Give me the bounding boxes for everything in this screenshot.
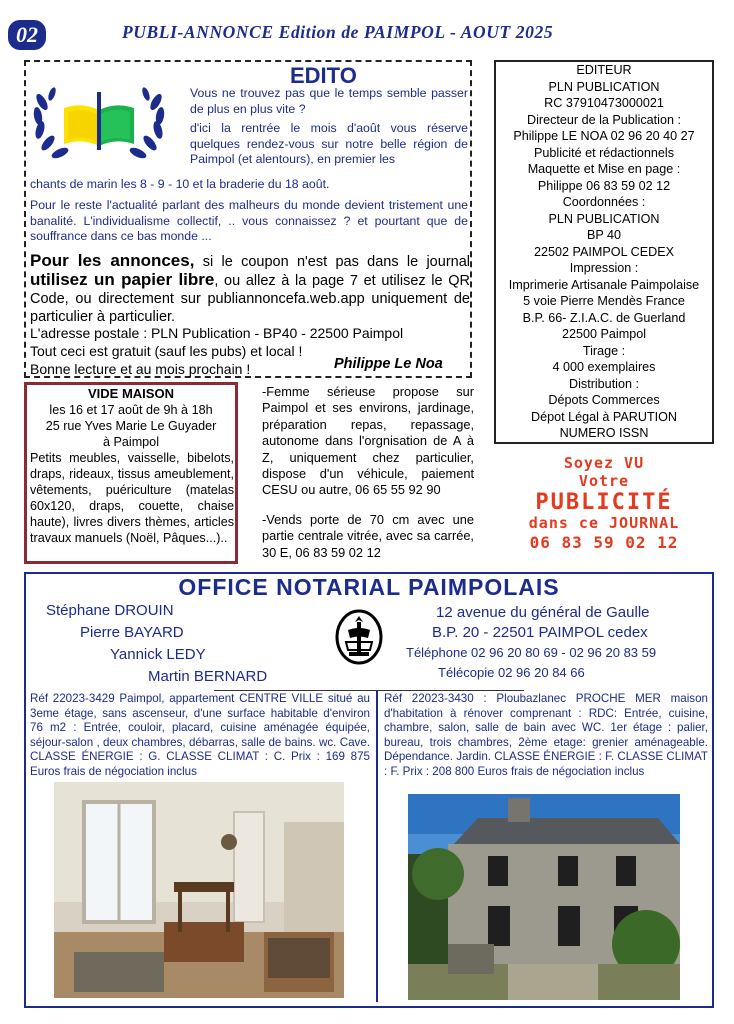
- editeur-line: PLN PUBLICATION: [548, 79, 660, 94]
- notary-seal-icon: [334, 608, 384, 666]
- stone-house-photo: [408, 794, 680, 1000]
- editeur-line: NUMERO ISSN: [559, 426, 649, 440]
- vide-maison-title: VIDE MAISON: [88, 386, 174, 401]
- edito-title: EDITO: [290, 63, 357, 88]
- annonces-text-1: si le coupon n'est pas dans le journal: [194, 254, 470, 270]
- editeur-line: EDITEUR: [576, 63, 632, 77]
- classified-ad-1: -Femme sérieuse propose sur Paimpol et ses environs, jardinage, préparation repas, repassage, autonome dans l'orgnisation de A à Z, uniquement chez particulier, dispose d'un véhicule, paiement CESU ou autre, 06 65 55 92 90: [262, 384, 474, 498]
- office-divider: [214, 690, 524, 691]
- editeur-info: [494, 62, 714, 442]
- annonces-instructions: [30, 252, 470, 326]
- postal-address: L'adresse postale : PLN Publication - BP40 - 22500 Paimpol: [30, 325, 404, 341]
- annonces-text-2: , ou allez à la page 7 et utilisez le QR Code, ou directement sur publiannoncefa.web.app uniquement de particulier à particulier.: [30, 273, 470, 325]
- closing-line: Bonne lecture et au mois prochain !: [30, 361, 251, 377]
- laurel-book-logo: [28, 72, 170, 164]
- editeur-line: Impression :: [569, 261, 639, 275]
- property-listing-1: Réf 22023-3429 Paimpol, appartement CENTRE VILLE situé au 3eme étage, sans ascenseur, d'une surface habitable d'environ 76 m2 : Entrée, couloir, placard, cuisine aménagée équipée, séjour-salon , deux chambres, débarras, salle de bains. wc. Cave. CLASSE ÉNERGIE : G. CLASSE CLIMAT : C. Prix : 169 875 Euros frais de négociation inclus: [30, 692, 370, 778]
- notary-name: Stéphane DROUIN: [46, 602, 174, 619]
- promo-line-4: dans ce JOURNAL: [528, 514, 680, 532]
- property-listing-2: Réf 22023-3430 : Ploubazlanec PROCHE MER maison d'habitation à rénover comprenant : RDC: Entrée, cuisine, chambre, salon, salle de bain avec WC. 1er étage : palier, bureau, trois chambres, 2ème etage: grenier aménageable. Dépendance. Jardin. CLASSE ÉNERGIE : F. CLASSE CLIMAT : F. Prix : 208 800 Euros frais de négociation inclus: [384, 692, 708, 778]
- office-address: 12 avenue du général de Gaulle: [436, 604, 650, 621]
- editeur-line: B.P. 66- Z.I.A.C. de Guerland: [522, 310, 686, 325]
- office-fax: Télécopie 02 96 20 84 66: [438, 665, 585, 680]
- notary-name: Martin BERNARD: [148, 668, 268, 685]
- promo-line-3: PUBLICITÉ: [535, 490, 673, 515]
- promo-line-2: Votre: [578, 472, 630, 490]
- editeur-line: 4 000 exemplaires: [552, 360, 656, 374]
- editeur-line: Dépot Légal à PARUTION: [530, 409, 678, 424]
- editeur-line: RC 37910473000021: [544, 96, 664, 110]
- notary-name: Yannick LEDY: [110, 646, 206, 663]
- listing-divider: [376, 690, 378, 1002]
- office-phone: Téléphone 02 96 20 80 69 - 02 96 20 83 59: [406, 645, 657, 660]
- edito-paragraph-1: Vous ne trouvez pas que le temps semble passer de plus en plus vite ?: [190, 86, 468, 116]
- vide-maison-dates: les 16 et 17 août de 9h à 18h: [49, 403, 213, 417]
- edito-paragraph-2-continued: chants de marin les 8 - 9 - 10 et la braderie du 18 août.: [30, 177, 330, 191]
- vide-maison-address: 25 rue Yves Marie Le Guyader: [45, 419, 217, 433]
- notary-name: Pierre BAYARD: [80, 624, 184, 641]
- signature: Philippe Le Noa: [334, 356, 443, 372]
- editeur-line: Philippe LE NOA 02 96 20 40 27: [513, 129, 695, 143]
- editeur-line: Dépots Commerces: [548, 393, 660, 407]
- editeur-line: 22502 PAIMPOL CEDEX: [534, 244, 674, 259]
- annonces-bold: utilisez un papier libre: [30, 270, 215, 289]
- office-title: OFFICE NOTARIAL PAIMPOLAIS: [178, 574, 560, 600]
- editeur-line: Distribution :: [569, 376, 639, 391]
- editeur-line: 5 voie Pierre Mendès France: [523, 294, 685, 308]
- page-header-title: PUBLI-ANNONCE Edition de PAIMPOL - AOUT 2025: [122, 22, 554, 42]
- apartment-living-room-photo: [54, 782, 344, 998]
- editeur-line: Imprimerie Artisanale Paimpolaise: [508, 277, 700, 292]
- editeur-line: 22500 Paimpol: [561, 327, 647, 341]
- editeur-line: Directeur de la Publication :: [526, 112, 681, 127]
- classified-ad-2: -Vends porte de 70 cm avec une partie centrale vitrée, avec sa carrée, 30 E, 06 83 59 02 12: [262, 512, 474, 560]
- vide-maison-details: [28, 402, 234, 450]
- free-notice: Tout ceci est gratuit (sauf les pubs) et local !: [30, 343, 303, 359]
- vide-maison-city: à Paimpol: [102, 435, 159, 449]
- promo-phone: 06 83 59 02 12: [529, 533, 679, 552]
- promo-line-1: Soyez VU: [563, 454, 645, 472]
- editeur-line: Philippe 06 83 59 02 12: [537, 178, 671, 193]
- edito-paragraph-2: d'ici la rentrée le mois d'août vous réserve quelques rendez-vous sur notre belle région de Paimpol (et alentours), en premier les: [190, 121, 468, 166]
- editeur-line: Maquette et Mise en page :: [527, 162, 681, 176]
- editeur-line: BP 40: [586, 228, 622, 242]
- editeur-line: PLN PUBLICATION: [548, 211, 660, 226]
- edito-paragraph-3: Pour le reste l'actualité parlant des malheurs du monde devient tristement une banalité. L'individualisme collectif, .. vous connaissez ? et pourtant que de souffrance dans ce bas monde ...: [30, 198, 468, 243]
- editeur-line: Publicité et rédactionnels: [533, 145, 674, 160]
- annonces-lead: Pour les annonces,: [30, 251, 195, 270]
- editeur-line: Coordonnées :: [562, 195, 646, 209]
- editeur-line: Tirage :: [582, 343, 626, 358]
- vide-maison-body: Petits meubles, vaisselle, bibelots, draps, rideaux, tissus ameublement, vêtements, puériculture (matelas 60x120, draps, couette, chaise haute), livres divers thèmes, articles travaux manuels (Noël, Pâques...)..: [30, 451, 234, 545]
- page-number: 02: [8, 20, 46, 50]
- office-bp: B.P. 20 - 22501 PAIMPOL cedex: [432, 624, 648, 641]
